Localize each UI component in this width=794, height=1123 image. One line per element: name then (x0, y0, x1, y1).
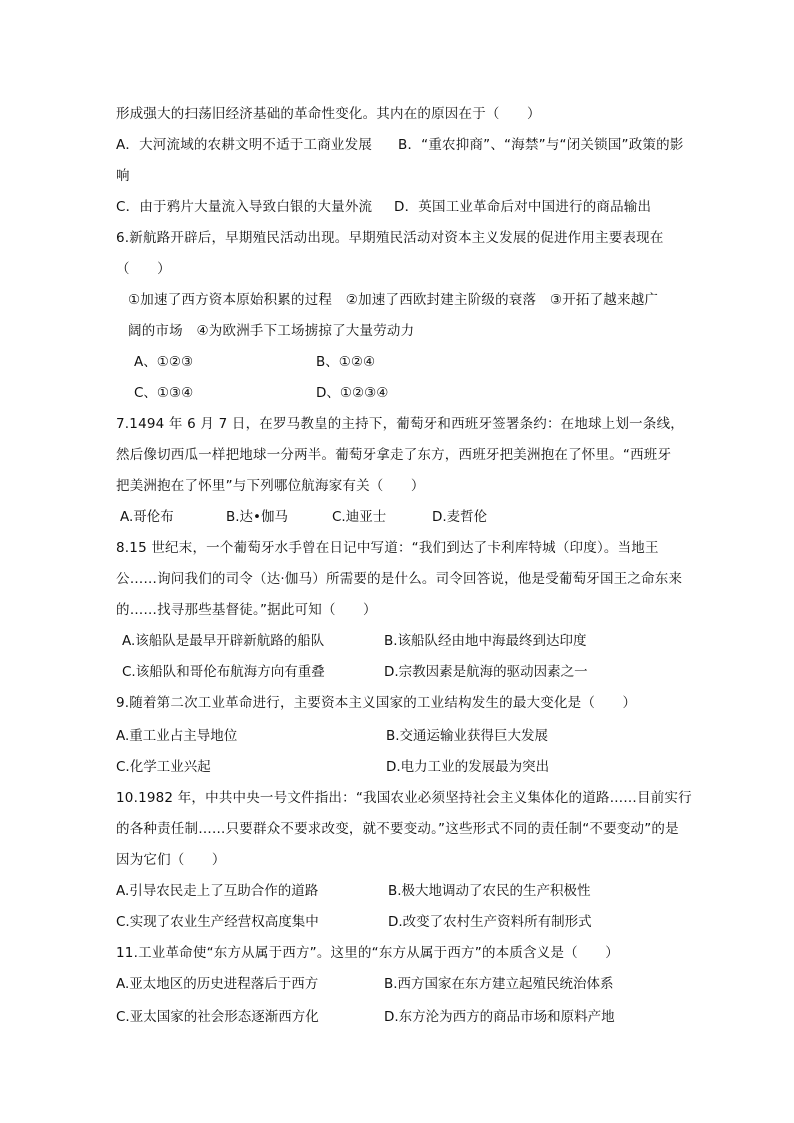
q10-stem-line3: 因为它们（ ） (116, 852, 226, 868)
q8-stem-line3: 的……找寻那些基督徒。”据此可知（ ） (116, 602, 377, 618)
q8-stem-line2: 公……询问我们的司令（达·伽马）所需要的是什么。司令回答说，他是受葡萄牙国王之命东来 (116, 571, 683, 587)
q10-option-b: B.极大地调动了农民的生产积极性 (388, 883, 591, 899)
q7-option-c: C.迪亚士 (332, 509, 387, 525)
q7-stem-line1: 7.1494 年 6 月 7 日，在罗马教皇的主持下，葡萄牙和西班牙签署条约：在地球上划一条线， (116, 416, 684, 432)
q10-option-c: C.实现了农业生产经营权高度集中 (116, 914, 319, 930)
q5-option-a: A．大河流域的农耕文明不适于工商业发展 (116, 137, 373, 153)
q10-option-a: A.引导农民走上了互助合作的道路 (116, 883, 319, 899)
q6-stem-line2: （ ） (116, 261, 171, 277)
q6-option-d: D、①②③④ (316, 385, 389, 401)
q10-stem-line2: 的各种责任制……只要群众不要求改变，就不要变动。”这些形式不同的责任制“不要变动”的是 (116, 821, 679, 837)
q5-option-c: C．由于鸦片大量流入导致白银的大量外流 (116, 199, 373, 215)
q9-option-d: D.电力工业的发展最为突出 (386, 759, 550, 775)
q8-option-a: A.该船队是最早开辟新航路的船队 (122, 633, 325, 649)
q9-option-c: C.化学工业兴起 (116, 759, 211, 775)
q6-items-line1: ①加速了西方资本原始积累的过程 ②加速了西欧封建主阶级的衰落 ③开拓了越来越广 (128, 292, 659, 308)
q7-option-a: A.哥伦布 (120, 509, 174, 525)
q10-stem-line1: 10.1982 年，中共中央一号文件指出：“我国农业必须坚持社会主义集体化的道路……目前实行 (116, 790, 692, 806)
q11-option-a: A.亚太地区的历史进程落后于西方 (116, 976, 319, 992)
q8-option-d: D.宗教因素是航海的驱动因素之一 (384, 664, 588, 680)
q11-option-c: C.亚太国家的社会形态逐渐西方化 (116, 1009, 319, 1025)
q10-option-d: D.改变了农村生产资料所有制形式 (388, 914, 592, 930)
q11-option-d: D.东方沦为西方的商品市场和原料产地 (384, 1009, 615, 1025)
q7-stem-line3: 把美洲抱在了怀里”与下列哪位航海家有关（ ） (116, 478, 425, 494)
q5-option-b-continued: 响 (116, 168, 130, 184)
q5-option-b: B．“重农抑商”、“海禁”与“闭关锁国”政策的影 (398, 137, 684, 153)
q6-stem-line1: 6.新航路开辟后，早期殖民活动出现。早期殖民活动对资本主义发展的促进作用主要表现在 (116, 230, 664, 246)
q6-option-a: A、①②③ (134, 354, 194, 370)
q9-option-b: B.交通运输业获得巨大发展 (386, 728, 549, 744)
q11-stem: 11.工业革命使“东方从属于西方”。这里的“东方从属于西方”的本质含义是（ ） (116, 945, 619, 961)
q6-items-line2: 阔的市场 ④为欧洲手下工场掳掠了大量劳动力 (128, 323, 415, 339)
q7-option-d: D.麦哲伦 (432, 509, 488, 525)
q11-option-b: B.西方国家在东方建立起殖民统治体系 (384, 976, 614, 992)
q7-option-b: B.达•伽马 (226, 509, 289, 525)
q6-option-c: C、①③④ (134, 385, 194, 401)
q5-option-d: D．英国工业革命后对中国进行的商品输出 (394, 199, 652, 215)
q8-option-c: C.该船队和哥伦布航海方向有重叠 (122, 664, 325, 680)
q6-option-b: B、①②④ (316, 354, 376, 370)
q9-stem: 9.随着第二次工业革命进行，主要资本主义国家的工业结构发生的最大变化是（ ） (116, 695, 637, 711)
q8-stem-line1: 8.15 世纪末，一个葡萄牙水手曾在日记中写道：“我们到达了卡利库特城（印度）。当地王 (116, 540, 659, 556)
q5-stem-continuation: 形成强大的扫荡旧经济基础的革命性变化。其内在的原因在于（ ） (116, 106, 541, 122)
q8-option-b: B.该船队经由地中海最终到达印度 (384, 633, 587, 649)
q9-option-a: A.重工业占主导地位 (116, 728, 238, 744)
q7-stem-line2: 然后像切西瓜一样把地球一分两半。葡萄牙拿走了东方，西班牙把美洲抱在了怀里。“西班牙 (116, 447, 672, 463)
